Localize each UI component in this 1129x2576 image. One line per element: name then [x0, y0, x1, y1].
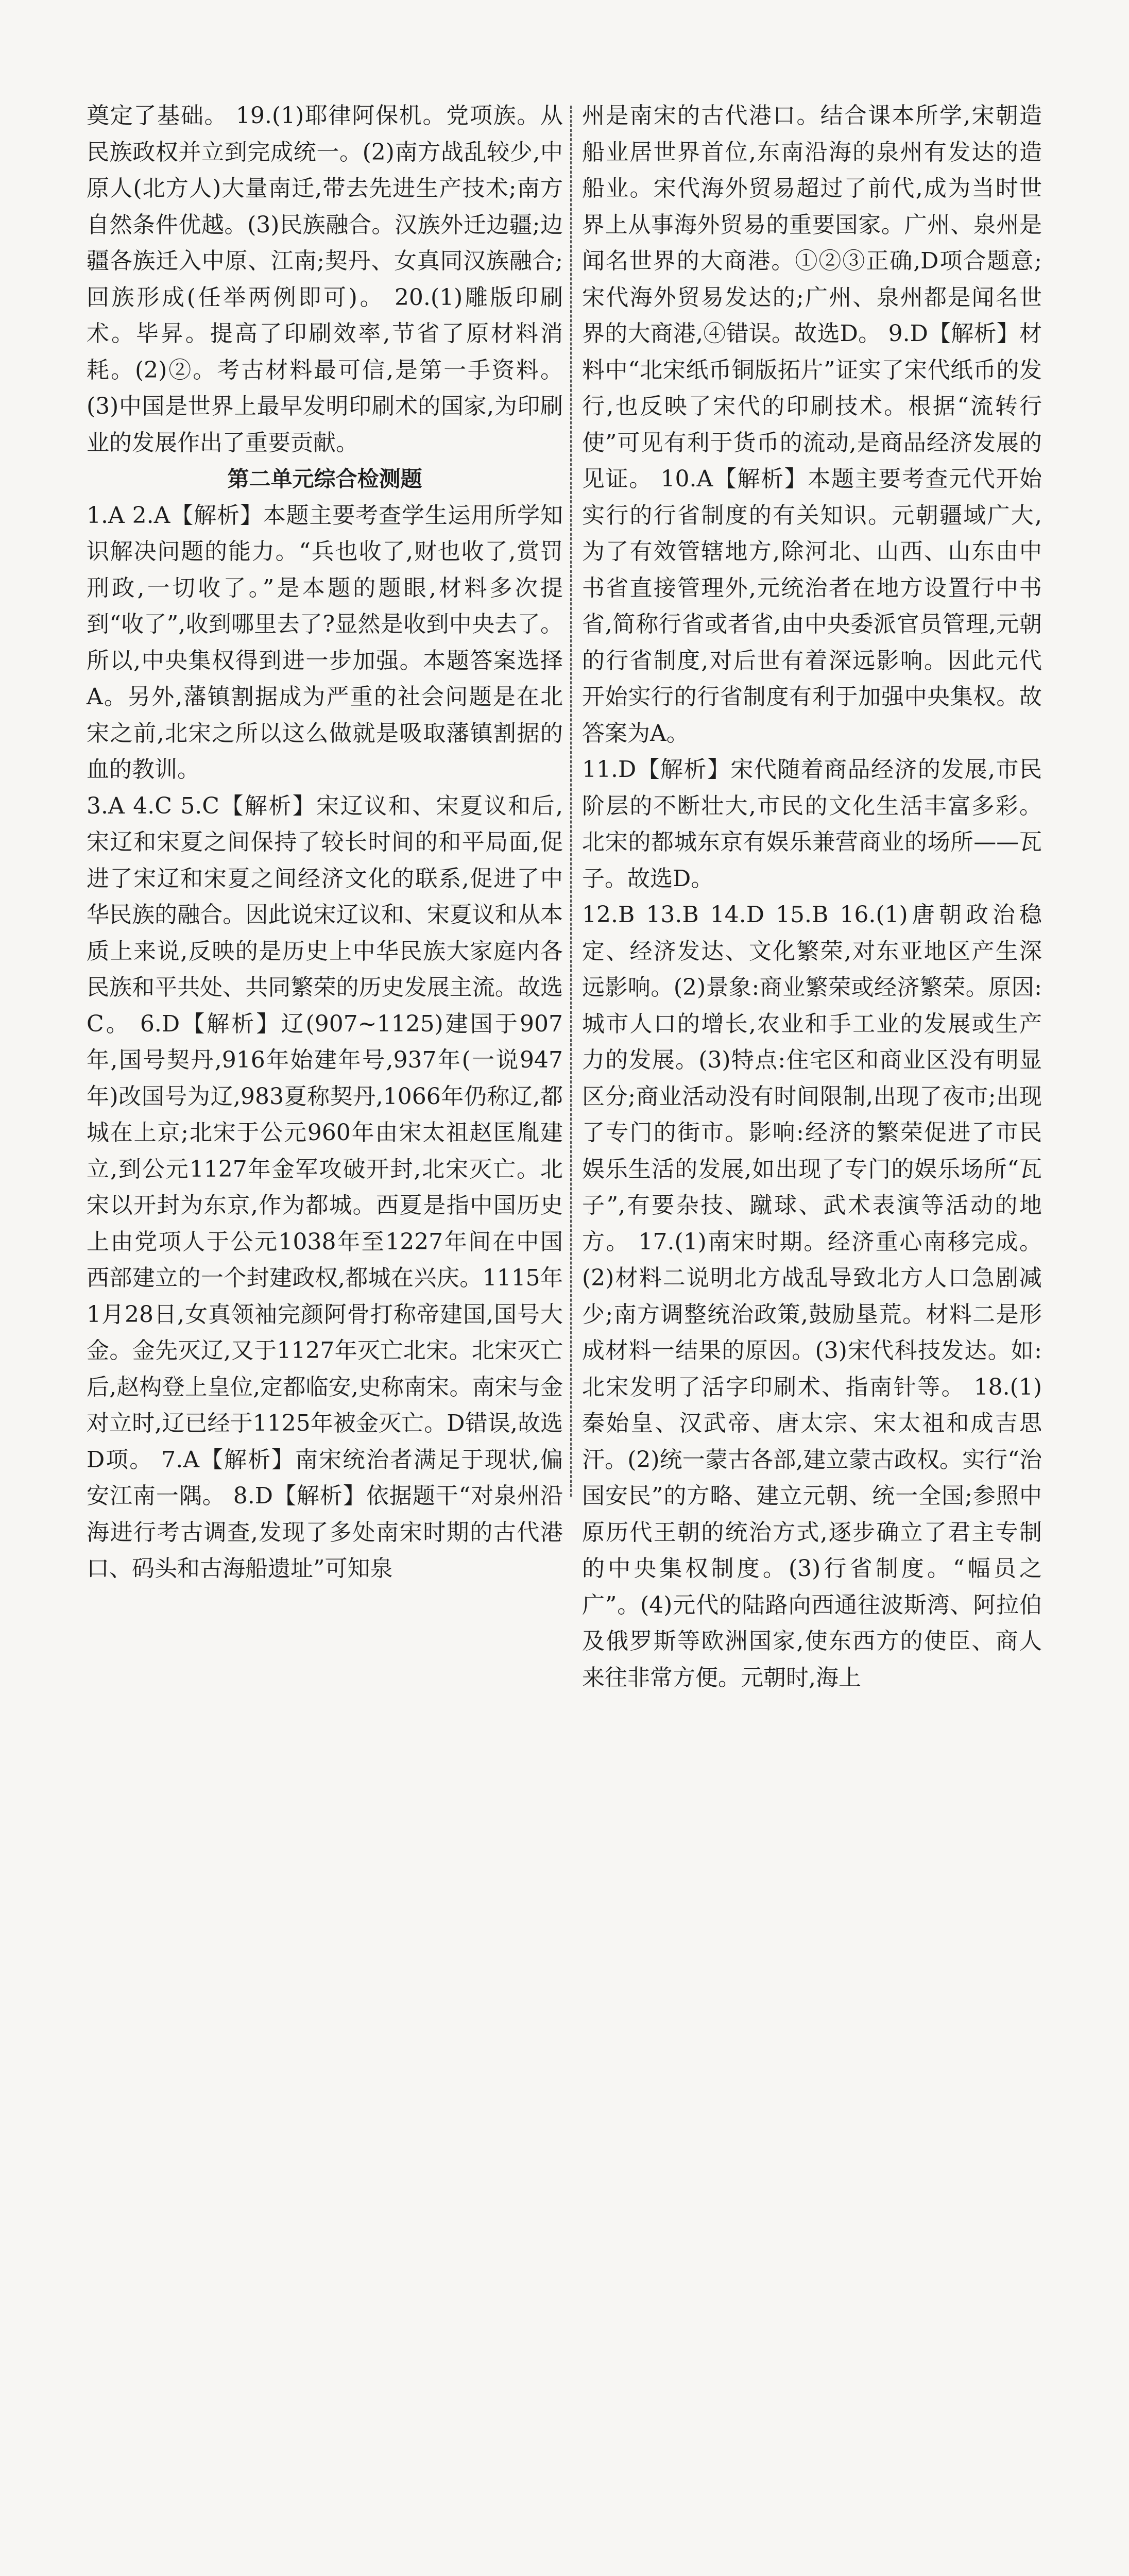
left-column — [87, 98, 563, 1587]
answer-paragraph: 州是南宋的古代港口。结合课本所学,宋朝造船业居世界首位,东南沿海的泉州有发达的造船业。宋代海外贸易超过了前代,成为当时世界上从事海外贸易的重要国家。广州、泉州是闻名世界的大商港。①②③正确,D项合题意;宋代海外贸易发达的;广州、泉州都是闻名世界的大商港,④错误。故选D。 9.D【解析】材料中“北宋纸币铜版拓片”证实了宋代纸币的发行,也反映了宋代的印刷技术。根据“流转行使”可见有利于货币的流动,是商品经济发展的见证。 10.A【解析】本题主要考查元代开始实行的行省制度的有关知识。元朝疆域广大,为了有效管辖地方,除河北、山西、山东由中书省直接管理外,元统治者在地方设置行中书省,简称行省或者省,由中央委派官员管理,元朝的行省制度,对后世有着深远影响。因此元代开始实行的行省制度有利于加强中央集权。故答案为A。 — [582, 103, 1042, 747]
answer-paragraph: 12.B 13.B 14.D 15.B 16.(1)唐朝政治稳定、经济发达、文化繁荣,对东亚地区产生深远影响。(2)景象:商业繁荣或经济繁荣。原因:城市人口的增长,农业和手工业的发展或生产力的发展。(3)特点:住宅区和商业区没有明显区分;商业活动没有时间限制,出现了夜市;出现了专门的街市。影响:经济的繁荣促进了市民娱乐生活的发展,如出现了专门的娱乐场所“瓦子”,有要杂技、蹴球、武术表演等活动的地方。 17.(1)南宋时期。经济重心南移完成。(2)材料二说明北方战乱导致北方人口急剧减少;南方调整统治政策,鼓励垦荒。材料二是形成材料一结果的原因。(3)宋代科技发达。如:北宋发明了活字印刷术、指南针等。 18.(1)秦始皇、汉武帝、唐太宗、宋太祖和成吉思汗。(2)统一蒙古各部,建立蒙古政权。实行“治国安民”的方略、建立元朝、统一全国;参照中原历代王朝的统治方式,逐步确立了君主专制的中央集权制度。(3)行省制度。“幅员之广”。(4)元代的陆路向西通往波斯湾、阿拉伯及俄罗斯等欧洲国家,使东西方的使臣、商人来往非常方便。元朝时,海上 — [582, 902, 1042, 1691]
answer-paragraph: 3.A 4.C 5.C【解析】宋辽议和、宋夏议和后,宋辽和宋夏之间保持了较长时间的和平局面,促进了宋辽和宋夏之间经济文化的联系,促进了中华民族的融合。因此说宋辽议和、宋夏议和从本质上来说,反映的是历史上中华民族大家庭内各民族和平共处、共同繁荣的历史发展主流。故选C。 6.D【解析】辽(907~1125)建国于907年,国号契丹,916年始建年号,937年(一说947年)改国号为辽,983夏称契丹,1066年仍称辽,都城在上京;北宋于公元960年由宋太祖赵匡胤建立,到公元1127年金军攻破开封,北宋灭亡。北宋以开封为东京,作为都城。西夏是指中国历史上由党项人于公元1038年至1227年间在中国西部建立的一个封建政权,都城在兴庆。1115年1月28日,女真领袖完颜阿骨打称帝建国,国号大金。金先灭辽,又于1127年灭亡北宋。北宋灭亡后,赵构登上皇位,定都临安,史称南宋。南宋与金对立时,辽已经于1125年被金灭亡。D错误,故选D项。 7.A【解析】南宋统治者满足于现状,偏安江南一隅。 8.D【解析】依据题干“对泉州沿海进行考古调查,发现了多处南宋时期的古代港口、码头和古海船遗址”可知泉 — [87, 792, 563, 1582]
answer-paragraph: 奠定了基础。 19.(1)耶律阿保机。党项族。从民族政权并立到完成统一。(2)南方战乱较少,中原人(北方人)大量南迁,带去先进生产技术;南方自然条件优越。(3)民族融合。汉族外迁边疆;边疆各族迁入中原、江南;契丹、女真同汉族融合;回族形成(任举两例即可)。 20.(1)雕版印刷术。毕昇。提高了印刷效率,节省了原材料消耗。(2)②。考古材料最可信,是第一手资料。(3)中国是世界上最早发明印刷术的国家,为印刷业的发展作出了重要贡献。 — [87, 103, 563, 456]
section-title: 第二单元综合检测题 — [227, 466, 422, 492]
column-divider — [570, 106, 572, 1497]
answer-paragraph: 11.D【解析】宋代随着商品经济的发展,市民阶层的不断壮大,市民的文化生活丰富多彩。北宋的都城东京有娱乐兼营商业的场所——瓦子。故选D。 — [582, 756, 1042, 892]
page-footer — [0, 1510, 1129, 1571]
right-column — [582, 98, 1042, 1696]
answer-paragraph: 1.A 2.A【解析】本题主要考查学生运用所学知识解决问题的能力。“兵也收了,财也收了,赏罚刑政,一切收了。”是本题的题眼,材料多次提到“收了”,收到哪里去了?显然是收到中央去了。所以,中央集权得到进一步加强。本题答案选择A。另外,藩镇割据成为严重的社会问题是在北宋之前,北宋之所以这么做就是吸取藩镇割据的血的教训。 — [87, 502, 563, 783]
